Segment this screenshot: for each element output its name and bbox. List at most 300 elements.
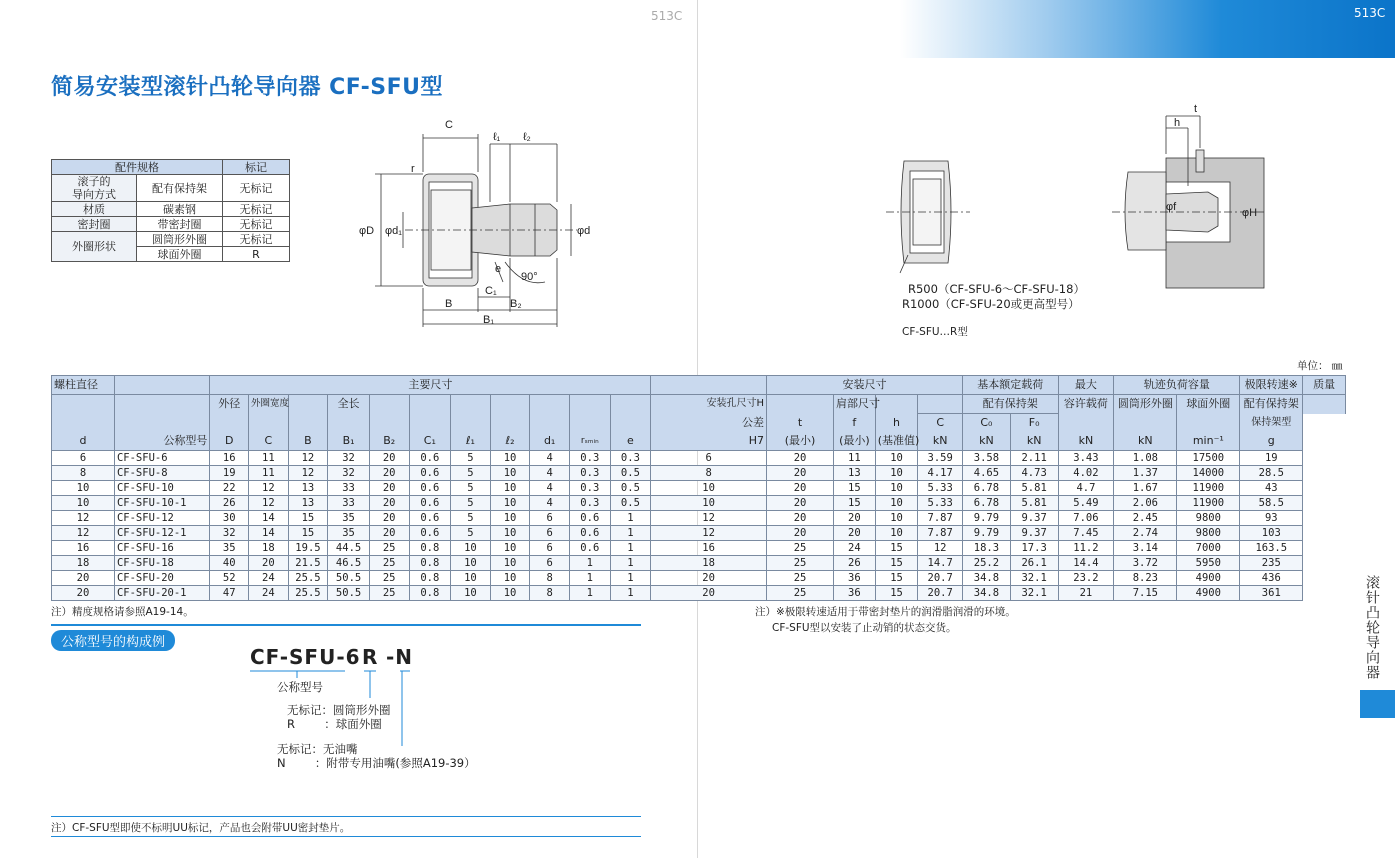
example-r-line1: 无标记：圆筒形外圈 (287, 703, 391, 717)
cell-B2: 20 (369, 481, 409, 496)
cell-B1: 44.5 (328, 541, 370, 556)
cell-Cr: 4.17 (918, 466, 963, 481)
th-sym-t: t (767, 414, 834, 433)
cell-C0r: 6.78 (963, 481, 1011, 496)
th-unit-C: kN (918, 432, 963, 451)
th-mass: 质量 (1303, 376, 1346, 395)
th-sph: 球面外圈 (1177, 395, 1240, 414)
th-max2: 容许载荷 (1058, 395, 1114, 414)
cell-H7: 10 (651, 496, 767, 511)
cell-B2: 20 (369, 496, 409, 511)
cell-rsmin: 1 (569, 571, 610, 586)
cell-t: 20 (767, 511, 834, 526)
th-unit-F0: kN (1010, 432, 1058, 451)
th-unit-f: (最小) (834, 432, 876, 451)
cell-t: 20 (767, 466, 834, 481)
th-main-dims: 主要尺寸 (210, 376, 651, 395)
cell-Cr: 7.87 (918, 526, 963, 541)
cell-H7: 6 (651, 451, 767, 466)
cell-d1: 4 (530, 481, 570, 496)
cell-cyl: 11.2 (1058, 541, 1114, 556)
cell-C0r: 3.58 (963, 451, 1011, 466)
cell-H7: 20 (651, 586, 767, 601)
cell-D: 19 (210, 466, 249, 481)
cell-d1: 4 (530, 496, 570, 511)
cell-C: 14 (249, 511, 289, 526)
cell-d1: 6 (530, 541, 570, 556)
cell-speed: 4900 (1177, 571, 1240, 586)
example-code-n: -N (386, 645, 414, 669)
accessory-spec-table (51, 159, 290, 262)
cell-d1: 8 (530, 586, 570, 601)
cell-e: 0.5 (610, 496, 651, 511)
th-track: 轨迹负荷容量 (1114, 376, 1240, 395)
cell-mass: 43 (1240, 481, 1303, 496)
cell-l2: 10 (490, 466, 530, 481)
cell-d1: 4 (530, 466, 570, 481)
th-sym-rsmin: rₛₘᵢₙ (569, 432, 610, 451)
dim-d1: φd₁ (385, 225, 402, 237)
cell-B1: 35 (328, 526, 370, 541)
dim-B2: B₂ (510, 298, 522, 310)
spec-kind: 球面外圈 (137, 247, 223, 262)
cell-d1: 6 (530, 511, 570, 526)
table-row (52, 511, 1346, 526)
spec-mark: 无标记 (223, 202, 290, 217)
note-right-1: 注）※极限转速适用于带密封垫片的润滑脂润滑的环境。 (755, 606, 1016, 618)
cell-H7: 8 (651, 466, 767, 481)
cell-speed: 14000 (1177, 466, 1240, 481)
dim-h: h (1174, 117, 1181, 129)
th-sym-h: h (875, 414, 918, 433)
cell-F0: 5.81 (1010, 496, 1058, 511)
cell-h: 10 (875, 481, 918, 496)
th-cage: 配有保持架 (963, 395, 1058, 414)
spec-mark: 无标记 (223, 232, 290, 247)
mounting-drawing (1108, 102, 1268, 288)
cell-h: 10 (875, 526, 918, 541)
cell-mass: 58.5 (1240, 496, 1303, 511)
cell-sph: 2.74 (1114, 526, 1177, 541)
cell-D: 47 (210, 586, 249, 601)
note-left: 注）精度规格请参照A19-14。 (51, 606, 194, 618)
cell-cyl: 3.43 (1058, 451, 1114, 466)
cell-l2: 10 (490, 586, 530, 601)
cell-Cr: 7.87 (918, 511, 963, 526)
cell-B1: 33 (328, 481, 370, 496)
cell-f: 26 (834, 556, 876, 571)
th-hole: 安装孔尺寸H (651, 395, 767, 414)
cell-C: 12 (249, 496, 289, 511)
cell-H7: 20 (651, 571, 767, 586)
cell-B2: 25 (369, 586, 409, 601)
cell-d: 18 (52, 556, 115, 571)
cell-B2: 25 (369, 556, 409, 571)
cell-l2: 10 (490, 556, 530, 571)
cell-C0r: 25.2 (963, 556, 1011, 571)
cell-sph: 1.67 (1114, 481, 1177, 496)
th-cage2: 配有保持架 (1240, 395, 1303, 414)
cell-rsmin: 0.6 (569, 511, 610, 526)
cell-H7: 12 (651, 511, 767, 526)
th-sym-B1: B₁ (328, 432, 370, 451)
th-unit-t: (最小) (767, 432, 834, 451)
cell-model: CF-SFU-16 (114, 541, 209, 556)
cell-rsmin: 0.3 (569, 466, 610, 481)
cell-t: 25 (767, 586, 834, 601)
example-n-line1: 无标记：无油嘴 (277, 742, 358, 756)
cell-f: 20 (834, 526, 876, 541)
cell-speed: 5950 (1177, 556, 1240, 571)
cell-t: 25 (767, 571, 834, 586)
cell-l1: 10 (451, 571, 491, 586)
cell-model: CF-SFU-10-1 (114, 496, 209, 511)
th-unit-speed: min⁻¹ (1177, 432, 1240, 451)
table-row (52, 586, 1346, 601)
cell-f: 15 (834, 496, 876, 511)
spec-group: 材质 (52, 202, 137, 217)
example-r-line2: R ：球面外圈 (287, 717, 382, 731)
cell-d: 16 (52, 541, 115, 556)
example-n-line2: N ：附带专用油嘴(参照A19-39） (277, 756, 476, 770)
cell-d: 6 (52, 451, 115, 466)
cell-d1: 6 (530, 526, 570, 541)
cell-C0r: 34.8 (963, 571, 1011, 586)
side-tab-label: 滚针凸轮导向器 (1364, 575, 1380, 680)
cell-rsmin: 0.3 (569, 481, 610, 496)
cell-l2: 10 (490, 451, 530, 466)
cell-h: 10 (875, 496, 918, 511)
th-width: 外圈宽度 (249, 395, 289, 414)
th-install: 安装尺寸 (767, 376, 963, 395)
cell-B1: 50.5 (328, 586, 370, 601)
cell-e: 1 (610, 586, 651, 601)
cell-d1: 8 (530, 571, 570, 586)
cell-speed: 11900 (1177, 496, 1240, 511)
cell-cyl: 21 (1058, 586, 1114, 601)
cell-B1: 35 (328, 511, 370, 526)
cell-rsmin: 0.6 (569, 541, 610, 556)
cell-e: 1 (610, 526, 651, 541)
th-cyl: 圆筒形外圈 (1114, 395, 1177, 414)
spec-group: 密封圈 (52, 217, 137, 232)
th-sym-l2: ℓ₂ (490, 432, 530, 451)
cell-Cr: 5.33 (918, 481, 963, 496)
cell-f: 36 (834, 586, 876, 601)
cell-B2: 20 (369, 511, 409, 526)
cell-l2: 10 (490, 481, 530, 496)
cell-model: CF-SFU-20-1 (114, 586, 209, 601)
cell-t: 20 (767, 526, 834, 541)
dim-B: B (445, 298, 453, 310)
cell-D: 35 (210, 541, 249, 556)
cell-C1: 0.8 (409, 571, 451, 586)
cell-D: 32 (210, 526, 249, 541)
cell-B1: 32 (328, 451, 370, 466)
cell-B: 15 (288, 511, 328, 526)
cell-d: 10 (52, 481, 115, 496)
cell-d: 12 (52, 511, 115, 526)
dim-d: φd (577, 225, 591, 237)
cell-model: CF-SFU-20 (114, 571, 209, 586)
cell-l2: 10 (490, 526, 530, 541)
cell-model: CF-SFU-6 (114, 451, 209, 466)
cell-h: 10 (875, 451, 918, 466)
cell-rsmin: 0.6 (569, 526, 610, 541)
cell-f: 20 (834, 511, 876, 526)
cell-l1: 10 (451, 541, 491, 556)
cell-model: CF-SFU-12-1 (114, 526, 209, 541)
example-code-r: R (362, 645, 379, 669)
page-number-left: 513C (651, 9, 683, 23)
cell-C: 14 (249, 526, 289, 541)
spec-group: 外圈形状 (52, 232, 137, 262)
cell-rsmin: 0.3 (569, 496, 610, 511)
cell-l1: 5 (451, 451, 491, 466)
unit-label: 单位： ㎜ (1297, 360, 1343, 372)
cell-D: 16 (210, 451, 249, 466)
th-speed: 极限转速※ (1240, 376, 1303, 395)
cell-cyl: 5.49 (1058, 496, 1114, 511)
cell-C0r: 34.8 (963, 586, 1011, 601)
cell-l1: 5 (451, 466, 491, 481)
cell-C: 11 (249, 466, 289, 481)
th-cagetype: 保持架型 (1240, 414, 1303, 433)
cell-B2: 25 (369, 541, 409, 556)
spec-mark: 无标记 (223, 175, 290, 202)
cell-rsmin: 0.3 (569, 451, 610, 466)
cell-H7: 18 (651, 556, 767, 571)
cell-C0r: 9.79 (963, 526, 1011, 541)
cell-C: 24 (249, 586, 289, 601)
cell-mass: 361 (1240, 586, 1303, 601)
dim-C: C (445, 119, 453, 131)
cell-B: 21.5 (288, 556, 328, 571)
cell-C0r: 4.65 (963, 466, 1011, 481)
cell-l2: 10 (490, 496, 530, 511)
spec-kind: 碳素钢 (137, 202, 223, 217)
th-unit-mass: g (1240, 432, 1303, 451)
cell-mass: 93 (1240, 511, 1303, 526)
page-number-right: 513C (1354, 6, 1386, 20)
cell-C1: 0.8 (409, 586, 451, 601)
cell-cyl: 4.02 (1058, 466, 1114, 481)
cell-mass: 19 (1240, 451, 1303, 466)
th-sym-D: D (210, 432, 249, 451)
cell-d: 10 (52, 496, 115, 511)
th-sym-l1: ℓ₁ (451, 432, 491, 451)
th-sym-F0: F₀ (1010, 414, 1058, 433)
th-sym-B2: B₂ (369, 432, 409, 451)
cell-C1: 0.6 (409, 526, 451, 541)
cell-B: 12 (288, 451, 328, 466)
cell-model: CF-SFU-8 (114, 466, 209, 481)
cell-Cr: 12 (918, 541, 963, 556)
cell-B: 19.5 (288, 541, 328, 556)
dim-l1: ℓ₁ (493, 131, 501, 143)
spec-mark: 无标记 (223, 217, 290, 232)
dim-e: e (495, 263, 502, 275)
cell-B: 13 (288, 481, 328, 496)
th-sym-f: f (834, 414, 876, 433)
cell-C1: 0.6 (409, 481, 451, 496)
cell-t: 20 (767, 496, 834, 511)
cell-l2: 10 (490, 541, 530, 556)
cell-B: 13 (288, 496, 328, 511)
cell-e: 1 (610, 511, 651, 526)
cell-mass: 163.5 (1240, 541, 1303, 556)
th-sym-d: d (52, 432, 115, 451)
cell-D: 30 (210, 511, 249, 526)
page-title: 简易安装型滚针凸轮导向器 CF-SFU型 (51, 75, 444, 100)
cell-cyl: 14.4 (1058, 556, 1114, 571)
cell-l1: 10 (451, 556, 491, 571)
cell-Cr: 3.59 (918, 451, 963, 466)
cell-H7: 16 (651, 541, 767, 556)
cell-sph: 1.37 (1114, 466, 1177, 481)
cell-B2: 25 (369, 571, 409, 586)
cell-d: 12 (52, 526, 115, 541)
cell-speed: 9800 (1177, 511, 1240, 526)
cell-mass: 436 (1240, 571, 1303, 586)
th-sym-e: e (610, 432, 651, 451)
dimension-table (51, 375, 1346, 601)
cell-Cr: 14.7 (918, 556, 963, 571)
r500-label: R500（CF-SFU-6～CF-SFU-18） (908, 282, 1085, 296)
th-sym-Cw: C (249, 432, 289, 451)
cell-B: 12 (288, 466, 328, 481)
table-row (52, 466, 1346, 481)
cell-t: 25 (767, 556, 834, 571)
cell-sph: 8.23 (1114, 571, 1177, 586)
cell-C1: 0.8 (409, 541, 451, 556)
cell-D: 52 (210, 571, 249, 586)
cell-C0r: 9.79 (963, 511, 1011, 526)
table-row (52, 526, 1346, 541)
cell-l1: 5 (451, 511, 491, 526)
cell-sph: 7.15 (1114, 586, 1177, 601)
th-bolt: 螺柱直径 (52, 376, 115, 395)
spec-kind: 带密封圈 (137, 217, 223, 232)
cell-B: 25.5 (288, 586, 328, 601)
cell-C0r: 18.3 (963, 541, 1011, 556)
spec-mark: R (223, 247, 290, 262)
cell-C: 18 (249, 541, 289, 556)
th-len: 全长 (328, 395, 370, 414)
cell-mass: 28.5 (1240, 466, 1303, 481)
cell-C: 12 (249, 481, 289, 496)
cell-speed: 11900 (1177, 481, 1240, 496)
cell-H7: 10 (651, 481, 767, 496)
dim-l2: ℓ₂ (523, 131, 531, 143)
cell-F0: 5.81 (1010, 481, 1058, 496)
cell-B: 25.5 (288, 571, 328, 586)
cell-speed: 4900 (1177, 586, 1240, 601)
th-shoulder: 肩部尺寸 (834, 395, 876, 414)
cell-d1: 6 (530, 556, 570, 571)
th-unit-C0: kN (963, 432, 1011, 451)
cell-C1: 0.8 (409, 556, 451, 571)
cell-B2: 20 (369, 466, 409, 481)
table-row (52, 496, 1346, 511)
th-od: 外径 (210, 395, 249, 414)
cell-C: 20 (249, 556, 289, 571)
cell-f: 11 (834, 451, 876, 466)
table-row (52, 451, 1346, 466)
dim-r: r (411, 163, 415, 175)
cell-speed: 7000 (1177, 541, 1240, 556)
cell-F0: 32.1 (1010, 586, 1058, 601)
cell-C1: 0.6 (409, 451, 451, 466)
cell-t: 20 (767, 451, 834, 466)
cell-speed: 17500 (1177, 451, 1240, 466)
r1000-label: R1000（CF-SFU-20或更高型号） (902, 297, 1080, 311)
cell-e: 0.5 (610, 481, 651, 496)
cell-e: 1 (610, 556, 651, 571)
cell-F0: 32.1 (1010, 571, 1058, 586)
table-row (52, 481, 1346, 496)
cell-d: 20 (52, 571, 115, 586)
dim-H: φH (1242, 207, 1258, 219)
cell-t: 20 (767, 481, 834, 496)
footer-rule-top (51, 816, 641, 817)
cell-D: 22 (210, 481, 249, 496)
cell-F0: 9.37 (1010, 526, 1058, 541)
spec-kind: 配有保持架 (137, 175, 223, 202)
spec-kind: 圆筒形外圈 (137, 232, 223, 247)
th-unit-cyl: kN (1058, 432, 1114, 451)
dim-D: φD (359, 225, 375, 237)
cell-rsmin: 1 (569, 586, 610, 601)
cell-cyl: 7.06 (1058, 511, 1114, 526)
cell-l2: 10 (490, 571, 530, 586)
cell-sph: 2.45 (1114, 511, 1177, 526)
cam-follower-drawing (345, 112, 675, 337)
cell-cyl: 23.2 (1058, 571, 1114, 586)
cell-Cr: 20.7 (918, 586, 963, 601)
top-band (900, 0, 1395, 58)
cell-Cr: 20.7 (918, 571, 963, 586)
spec-header-1: 配件规格 (52, 160, 223, 175)
example-nominal: 公称型号 (277, 680, 323, 694)
cell-C1: 0.6 (409, 511, 451, 526)
cell-C0r: 6.78 (963, 496, 1011, 511)
cell-d: 8 (52, 466, 115, 481)
dim-f: φf (1166, 201, 1177, 213)
dim-B1: B₁ (483, 314, 495, 326)
cell-C1: 0.6 (409, 466, 451, 481)
note-right-2: CF-SFU型以安装了止动销的状态交货。 (772, 622, 957, 634)
footer-note: 注）CF-SFU型即使不标明UU标记，产品也会附带UU密封垫片。 (51, 822, 351, 834)
spec-header-2: 标记 (223, 160, 290, 175)
dim-C1: C₁ (485, 285, 497, 297)
cell-l1: 5 (451, 496, 491, 511)
cell-C: 11 (249, 451, 289, 466)
cell-D: 26 (210, 496, 249, 511)
cell-d: 20 (52, 586, 115, 601)
example-heading: 公称型号的构成例 (51, 630, 175, 651)
cell-e: 0.5 (610, 466, 651, 481)
cell-F0: 4.73 (1010, 466, 1058, 481)
cell-model: CF-SFU-18 (114, 556, 209, 571)
cell-B1: 32 (328, 466, 370, 481)
side-tab-marker (1360, 690, 1395, 718)
cell-B2: 20 (369, 451, 409, 466)
spherical-ring-drawing (880, 155, 950, 275)
spherical-caption: CF-SFU…R型 (902, 326, 968, 338)
cell-cyl: 4.7 (1058, 481, 1114, 496)
cell-C: 24 (249, 571, 289, 586)
